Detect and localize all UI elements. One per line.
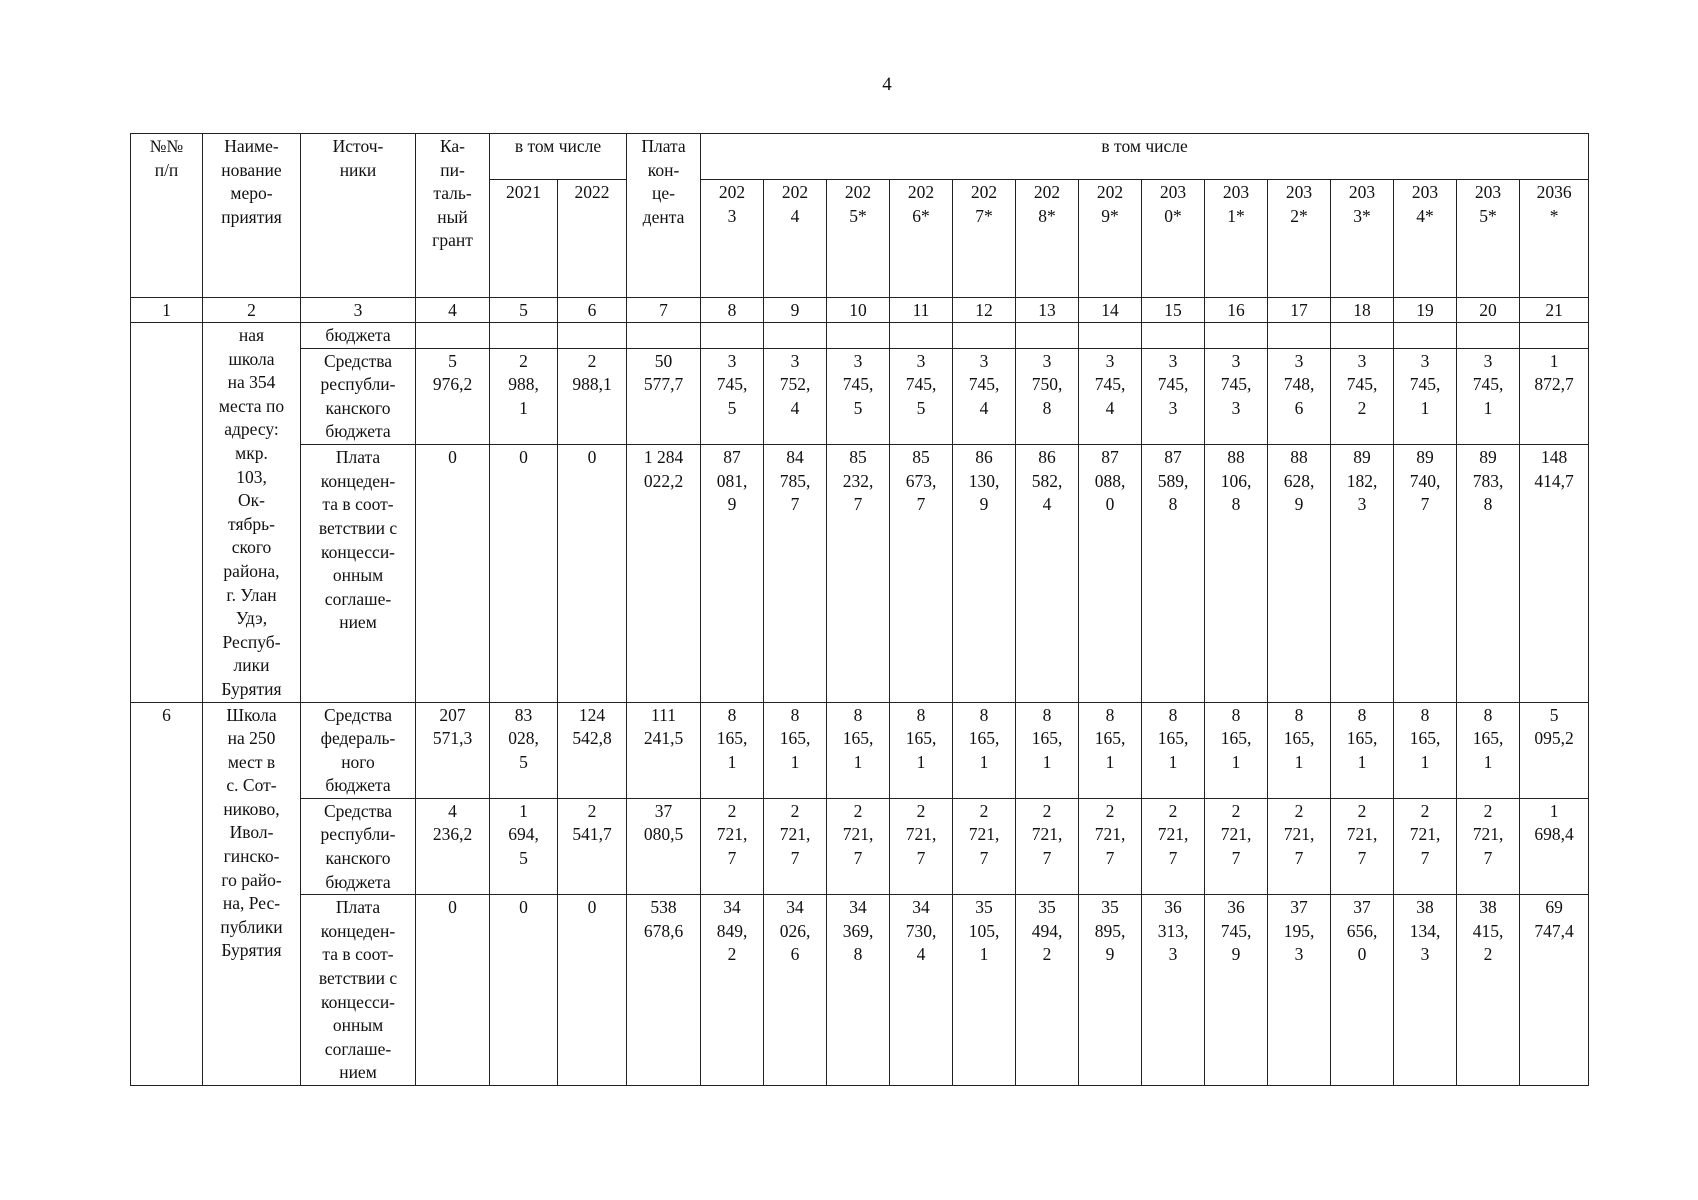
table-row bbox=[131, 895, 1589, 1086]
empty-cell bbox=[1520, 323, 1589, 349]
year-value-cell: 148 414,7 bbox=[1520, 445, 1589, 702]
year-value-cell: 8 165, 1 bbox=[1268, 702, 1331, 798]
year-value-cell: 89 740, 7 bbox=[1394, 445, 1457, 702]
column-number-cell: 6 bbox=[558, 298, 627, 323]
year-value-cell: 36 745, 9 bbox=[1205, 895, 1268, 1086]
year-value-cell: 2 721, 7 bbox=[1079, 798, 1142, 894]
header-year-2021: 2021 bbox=[490, 180, 558, 298]
column-number-cell: 21 bbox=[1520, 298, 1589, 323]
source-cell: Плата концеден- та в соот- ветствии с концесси- онным соглаше- нием bbox=[301, 445, 416, 702]
header-year-cell: 202 7* bbox=[953, 180, 1016, 298]
project-name-cell: ная школа на 354 места по адресу: мкр. 103, Ок- тябрь- ского района, г. Улан Удэ, Респуб- лики Бурятия bbox=[203, 323, 301, 703]
column-number-cell: 18 bbox=[1331, 298, 1394, 323]
year-value-cell: 2 721, 7 bbox=[1394, 798, 1457, 894]
grant-cell: 0 bbox=[416, 895, 490, 1086]
year-2021-cell: 0 bbox=[490, 895, 558, 1086]
year-value-cell: 2 721, 7 bbox=[1457, 798, 1520, 894]
source-cell: Плата концеден- та в соот- ветствии с концесси- онным соглаше- нием bbox=[301, 895, 416, 1086]
header-year-cell: 203 3* bbox=[1331, 180, 1394, 298]
header-row-1 bbox=[131, 134, 1589, 180]
empty-cell bbox=[1457, 323, 1520, 349]
budget-table bbox=[130, 133, 1589, 1086]
page-number: 4 bbox=[882, 74, 892, 95]
payment-cell: 37 080,5 bbox=[627, 798, 701, 894]
payment-cell: 111 241,5 bbox=[627, 702, 701, 798]
year-value-cell: 3 745, 4 bbox=[953, 348, 1016, 445]
empty-cell bbox=[558, 323, 627, 349]
empty-cell bbox=[627, 323, 701, 349]
year-2022-cell: 0 bbox=[558, 895, 627, 1086]
header-year-cell: 203 2* bbox=[1268, 180, 1331, 298]
year-value-cell: 69 747,4 bbox=[1520, 895, 1589, 1086]
year-value-cell: 34 849, 2 bbox=[701, 895, 764, 1086]
column-number-cell: 16 bbox=[1205, 298, 1268, 323]
year-value-cell: 2 721, 7 bbox=[953, 798, 1016, 894]
empty-cell bbox=[1205, 323, 1268, 349]
year-2021-cell: 2 988, 1 bbox=[490, 348, 558, 445]
table-row bbox=[131, 348, 1589, 445]
year-value-cell: 34 026, 6 bbox=[764, 895, 827, 1086]
column-number-cell: 13 bbox=[1016, 298, 1079, 323]
project-name-cell: Школа на 250 мест в с. Сот- никово, Ивол- гинско- го райо- на, Рес- публики Бурятия bbox=[203, 702, 301, 1086]
empty-cell bbox=[490, 323, 558, 349]
column-number-cell: 9 bbox=[764, 298, 827, 323]
year-value-cell: 8 165, 1 bbox=[1205, 702, 1268, 798]
header-year-cell: 2036 * bbox=[1520, 180, 1589, 298]
grant-cell: 4 236,2 bbox=[416, 798, 490, 894]
row-number-cell bbox=[131, 323, 203, 703]
year-2021-cell: 1 694, 5 bbox=[490, 798, 558, 894]
column-number-cell: 3 bbox=[301, 298, 416, 323]
year-value-cell: 8 165, 1 bbox=[1079, 702, 1142, 798]
grant-cell: 0 bbox=[416, 445, 490, 702]
year-value-cell: 3 750, 8 bbox=[1016, 348, 1079, 445]
empty-cell bbox=[701, 323, 764, 349]
year-value-cell: 87 088, 0 bbox=[1079, 445, 1142, 702]
year-value-cell: 85 232, 7 bbox=[827, 445, 890, 702]
source-cell: Средства республи- канского бюджета bbox=[301, 348, 416, 445]
year-value-cell: 3 745, 5 bbox=[827, 348, 890, 445]
year-value-cell: 84 785, 7 bbox=[764, 445, 827, 702]
header-year-cell: 202 5* bbox=[827, 180, 890, 298]
year-2022-cell: 124 542,8 bbox=[558, 702, 627, 798]
grant-cell: 207 571,3 bbox=[416, 702, 490, 798]
year-value-cell: 2 721, 7 bbox=[827, 798, 890, 894]
column-number-cell: 8 bbox=[701, 298, 764, 323]
header-year-cell: 202 9* bbox=[1079, 180, 1142, 298]
header-year-cell: 203 0* bbox=[1142, 180, 1205, 298]
year-value-cell: 3 745, 4 bbox=[1079, 348, 1142, 445]
header-including-a: в том числе bbox=[490, 134, 627, 180]
header-year-cell: 203 5* bbox=[1457, 180, 1520, 298]
source-cell: бюджета bbox=[301, 323, 416, 349]
empty-cell bbox=[890, 323, 953, 349]
year-value-cell: 2 721, 7 bbox=[1205, 798, 1268, 894]
year-value-cell: 8 165, 1 bbox=[1457, 702, 1520, 798]
column-number-cell: 17 bbox=[1268, 298, 1331, 323]
header-year-cell: 202 8* bbox=[1016, 180, 1079, 298]
year-value-cell: 38 415, 2 bbox=[1457, 895, 1520, 1086]
column-number-cell: 11 bbox=[890, 298, 953, 323]
year-value-cell: 37 656, 0 bbox=[1331, 895, 1394, 1086]
year-value-cell: 86 582, 4 bbox=[1016, 445, 1079, 702]
header-year-cell: 203 1* bbox=[1205, 180, 1268, 298]
year-value-cell: 37 195, 3 bbox=[1268, 895, 1331, 1086]
year-value-cell: 8 165, 1 bbox=[1331, 702, 1394, 798]
header-grant: Ка- пи- таль- ный грант bbox=[416, 134, 490, 298]
header-year-cell: 203 4* bbox=[1394, 180, 1457, 298]
column-number-cell: 7 bbox=[627, 298, 701, 323]
year-value-cell: 87 081, 9 bbox=[701, 445, 764, 702]
year-value-cell: 3 745, 1 bbox=[1457, 348, 1520, 445]
year-value-cell: 3 752, 4 bbox=[764, 348, 827, 445]
year-value-cell: 1 872,7 bbox=[1520, 348, 1589, 445]
column-number-cell: 15 bbox=[1142, 298, 1205, 323]
year-value-cell: 2 721, 7 bbox=[701, 798, 764, 894]
year-2022-cell: 2 988,1 bbox=[558, 348, 627, 445]
empty-cell bbox=[1394, 323, 1457, 349]
column-number-row bbox=[131, 298, 1589, 323]
header-name: Наиме- нование меро- приятия bbox=[203, 134, 301, 298]
year-value-cell: 36 313, 3 bbox=[1142, 895, 1205, 1086]
year-value-cell: 8 165, 1 bbox=[1142, 702, 1205, 798]
year-value-cell: 1 698,4 bbox=[1520, 798, 1589, 894]
year-value-cell: 2 721, 7 bbox=[764, 798, 827, 894]
year-value-cell: 8 165, 1 bbox=[827, 702, 890, 798]
column-number-cell: 5 bbox=[490, 298, 558, 323]
year-2021-cell: 0 bbox=[490, 445, 558, 702]
year-value-cell: 88 628, 9 bbox=[1268, 445, 1331, 702]
column-number-cell: 4 bbox=[416, 298, 490, 323]
empty-cell bbox=[764, 323, 827, 349]
empty-cell bbox=[416, 323, 490, 349]
empty-cell bbox=[1016, 323, 1079, 349]
header-sources: Источ- ники bbox=[301, 134, 416, 298]
year-value-cell: 2 721, 7 bbox=[1142, 798, 1205, 894]
payment-cell: 50 577,7 bbox=[627, 348, 701, 445]
year-2022-cell: 0 bbox=[558, 445, 627, 702]
column-number-cell: 1 bbox=[131, 298, 203, 323]
year-2022-cell: 2 541,7 bbox=[558, 798, 627, 894]
header-year-cell: 202 3 bbox=[701, 180, 764, 298]
year-value-cell: 2 721, 7 bbox=[890, 798, 953, 894]
year-value-cell: 35 895, 9 bbox=[1079, 895, 1142, 1086]
table-row bbox=[131, 798, 1589, 894]
year-value-cell: 2 721, 7 bbox=[1331, 798, 1394, 894]
year-value-cell: 85 673, 7 bbox=[890, 445, 953, 702]
row-number-cell: 6 bbox=[131, 702, 203, 1086]
year-value-cell: 3 745, 2 bbox=[1331, 348, 1394, 445]
table-row bbox=[131, 445, 1589, 702]
year-value-cell: 89 182, 3 bbox=[1331, 445, 1394, 702]
table-row bbox=[131, 323, 1589, 349]
year-value-cell: 8 165, 1 bbox=[1016, 702, 1079, 798]
empty-cell bbox=[1079, 323, 1142, 349]
year-value-cell: 3 745, 3 bbox=[1205, 348, 1268, 445]
year-value-cell: 34 730, 4 bbox=[890, 895, 953, 1086]
year-value-cell: 8 165, 1 bbox=[890, 702, 953, 798]
source-cell: Средства федераль- ного бюджета bbox=[301, 702, 416, 798]
column-number-cell: 14 bbox=[1079, 298, 1142, 323]
grant-cell: 5 976,2 bbox=[416, 348, 490, 445]
year-value-cell: 5 095,2 bbox=[1520, 702, 1589, 798]
header-year-cell: 202 4 bbox=[764, 180, 827, 298]
empty-cell bbox=[1142, 323, 1205, 349]
year-value-cell: 2 721, 7 bbox=[1016, 798, 1079, 894]
header-payment: Плата кон- це- дента bbox=[627, 134, 701, 298]
year-value-cell: 35 494, 2 bbox=[1016, 895, 1079, 1086]
empty-cell bbox=[1268, 323, 1331, 349]
payment-cell: 1 284 022,2 bbox=[627, 445, 701, 702]
header-year-cell: 202 6* bbox=[890, 180, 953, 298]
table-row bbox=[131, 702, 1589, 798]
year-2021-cell: 83 028, 5 bbox=[490, 702, 558, 798]
column-number-cell: 19 bbox=[1394, 298, 1457, 323]
year-value-cell: 3 745, 5 bbox=[890, 348, 953, 445]
year-value-cell: 38 134, 3 bbox=[1394, 895, 1457, 1086]
year-value-cell: 3 745, 5 bbox=[701, 348, 764, 445]
source-cell: Средства республи- канского бюджета bbox=[301, 798, 416, 894]
year-value-cell: 89 783, 8 bbox=[1457, 445, 1520, 702]
year-value-cell: 3 748, 6 bbox=[1268, 348, 1331, 445]
payment-cell: 538 678,6 bbox=[627, 895, 701, 1086]
empty-cell bbox=[953, 323, 1016, 349]
year-value-cell: 3 745, 3 bbox=[1142, 348, 1205, 445]
empty-cell bbox=[827, 323, 890, 349]
year-value-cell: 8 165, 1 bbox=[953, 702, 1016, 798]
header-year-2022: 2022 bbox=[558, 180, 627, 298]
column-number-cell: 20 bbox=[1457, 298, 1520, 323]
empty-cell bbox=[1331, 323, 1394, 349]
column-number-cell: 10 bbox=[827, 298, 890, 323]
year-value-cell: 35 105, 1 bbox=[953, 895, 1016, 1086]
year-value-cell: 8 165, 1 bbox=[701, 702, 764, 798]
year-value-cell: 8 165, 1 bbox=[764, 702, 827, 798]
year-value-cell: 2 721, 7 bbox=[1268, 798, 1331, 894]
year-value-cell: 87 589, 8 bbox=[1142, 445, 1205, 702]
year-value-cell: 34 369, 8 bbox=[827, 895, 890, 1086]
year-value-cell: 86 130, 9 bbox=[953, 445, 1016, 702]
header-num: №№ п/п bbox=[131, 134, 203, 298]
year-value-cell: 8 165, 1 bbox=[1394, 702, 1457, 798]
column-number-cell: 12 bbox=[953, 298, 1016, 323]
year-value-cell: 88 106, 8 bbox=[1205, 445, 1268, 702]
header-including-b: в том числе bbox=[701, 134, 1589, 180]
column-number-cell: 2 bbox=[203, 298, 301, 323]
year-value-cell: 3 745, 1 bbox=[1394, 348, 1457, 445]
